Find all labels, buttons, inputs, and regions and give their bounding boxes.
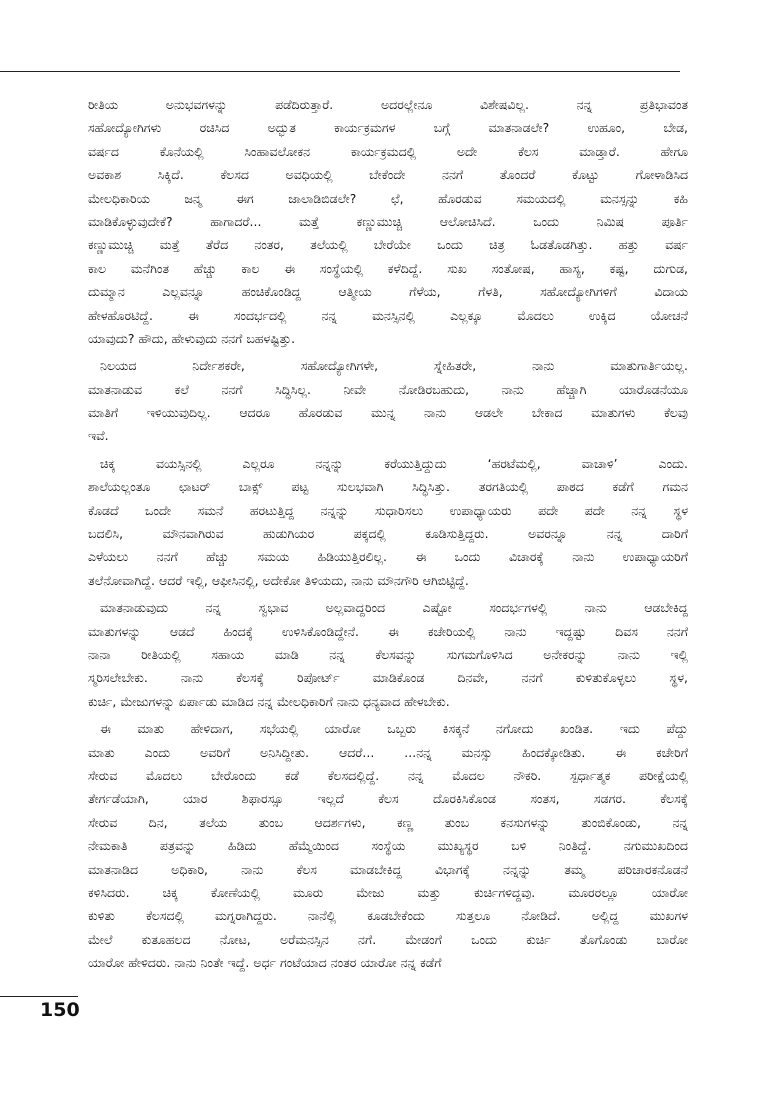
text-line: ಕೊಡದೆ ಒಂದೇ ಸಮನೆ ಹರಟುತ್ತಿದ್ದ ನನ್ನನ್ನು ಸುಧಾರಿಸಲು ಉಪಾಧ್ಯಾಯರು ಪದೇ ಪದೇ ನನ್ನ ಸ್ಥಳ	[88, 502, 688, 518]
text-line: ಸೇರುವ ಮೊದಲು ಬೇರೊಂದು ಕಡೆ ಕೆಲಸದಲ್ಲಿದ್ದೆ. ನನ್ನ ಮೊದಲ ನೌಕರಿ. ಸ್ಪರ್ಧಾತ್ಮಕ ಪರೀಕ್ಷೆಯಲ್ಲಿ	[88, 767, 688, 783]
text-line: ಮಾತು ಎಂದು ಅವರಿಗೆ ಅನಿಸಿದ್ದೀತು. ಆದರೆ... ...ನನ್ನ ಮನಸ್ಸು ಹಿಂದಕ್ಕೋಡಿತು. ಈ ಕಚೇರಿಗೆ	[88, 744, 688, 760]
text-line: ರೀತಿಯ ಅನುಭವಗಳನ್ನು ಪಡೆದಿರುತ್ತಾರೆ. ಅದರಲ್ಲೇನೂ ವಿಶೇಷವಿಲ್ಲ. ನನ್ನ ಪ್ರತಿಭಾವಂತ	[88, 97, 688, 112]
text-line: ಮಾಡಿಕೊಳ್ಳುವುದೇಕೆ? ಹಾಗಾದರೆ... ಮತ್ತೆ ಕಣ್ಣುಮುಚ್ಚಿ ಆಲೋಚಿಸಿದೆ. ಒಂದು ನಿಮಿಷ ಪೂರ್ತಿ	[88, 213, 688, 229]
text-line: ಯಾರೋ ಹೇಳಿದರು. ನಾನು ನಿಂತೇ ಇದ್ದೆ. ಅರ್ಧ ಗಂಟೆಯಾದ ನಂತರ ಯಾರೋ ನನ್ನ ಕಡೆಗೆ	[88, 955, 442, 971]
text-line: ಮೇಲಧಿಕಾರಿಯ ಜನ್ಮ ಈಗ ಜಾಲಾಡಿಬಿಡಲೇ? ಛೆ, ಹೊರಡುವ ಸಮಯದಲ್ಲಿ ಮನಸ್ಸನ್ನು ಕಹಿ	[88, 190, 688, 206]
text-line: ಚಿಕ್ಕ ವಯಸ್ಸಿನಲ್ಲಿ ಎಲ್ಲರೂ ನನ್ನನ್ನು ಕರೆಯುತ್ತಿದ್ದುದು ‘ಹರಟೆಮಲ್ಲಿ, ವಾಚಾಳಿ’ ಎಂದು.	[100, 455, 688, 471]
text-line: ತಲೆನೋವಾಗಿದ್ದೆ. ಆದರೆ ಇಲ್ಲಿ, ಆಫೀಸಿನಲ್ಲಿ, ಅದೇಕೋ ತಿಳಿಯದು, ನಾನು ಮೌನಗೌರಿ ಆಗಿಬಿಟ್ಟಿದ್ದೆ.	[88, 572, 469, 588]
text-line: ಇವೆ.	[88, 428, 109, 444]
text-line: ಮಾತನಾಡುವುದು ನನ್ನ ಸ್ವಭಾವ ಅಲ್ಲವಾದ್ದರಿಂದ ಎಷ್ಟೋ ಸಂದರ್ಭಗಳಲ್ಲಿ ನಾನು ಆಡಬೇಕಿದ್ದ	[100, 600, 688, 616]
text-line: ನಾನಾ ರೀತಿಯಲ್ಲಿ ಸಹಾಯ ಮಾಡಿ ನನ್ನ ಕೆಲಸವನ್ನು ಸುಗಮಗೊಳಿಸಿದ ಅನೇಕರನ್ನು ನಾನು ಇಲ್ಲಿ	[88, 646, 688, 662]
text-line: ಕಾಲ ಮನೆಗಿಂತ ಹೆಚ್ಚು ಕಾಲ ಈ ಸಂಸ್ಥೆಯಲ್ಲಿ ಕಳೆದಿದ್ದೆ. ಸುಖ ಸಂತೋಷ, ಹಾಸ್ಯ, ಕಷ್ಟ, ದುಗುಡ,	[88, 260, 688, 276]
text-line: ದುಮ್ಮಾನ ಎಲ್ಲವನ್ನೂ ಹಂಚಿಕೊಂಡಿದ್ದ ಆತ್ಮೀಯ ಗೆಳೆಯ, ಗೆಳತಿ, ಸಹೋದ್ಯೋಗಿಗಳಿಗೆ ವಿದಾಯ	[88, 284, 688, 300]
body-text	[88, 93, 688, 974]
text-line: ಬದಲಿಸಿ, ಮೌನವಾಗಿರುವ ಹುಡುಗಿಯರ ಪಕ್ಕದಲ್ಲಿ ಕೂಡಿಸುತ್ತಿದ್ದರು. ಅವರನ್ನೂ ನನ್ನ ದಾರಿಗೆ	[88, 526, 688, 542]
paragraph	[88, 596, 688, 713]
text-line: ಯಾವುದು? ಹೌದು, ಹೇಳುವುದು ನನಗೆ ಬಹಳಷ್ಟಿತ್ತು.	[88, 330, 296, 346]
text-line: ಸ್ಮರಿಸಲೇಬೇಕು. ನಾನು ಕೆಲಸಕ್ಕೆ ರಿಪೋರ್ಟ್ ಮಾಡಿಕೊಂಡ ದಿನವೇ, ನನಗೆ ಕುಳಿತುಕೊಳ್ಳಲು ಸ್ಥಳ,	[88, 670, 688, 686]
text-line: ಮಾತನಾಡುವ ಕಲೆ ನನಗೆ ಸಿದ್ಧಿಸಿಲ್ಲ. ನೀವೇ ನೋಡಿರಬಹುದು, ನಾನು ಹೆಚ್ಚಾಗಿ ಯಾರೊಡನೆಯೂ	[88, 381, 688, 397]
text-line: ಮಾತುಗಳನ್ನು ಆಡದೆ ಹಿಂದಕ್ಕೆ ಉಳಿಸಿಕೊಂಡಿದ್ದೇನೆ. ಈ ಕಚೇರಿಯಲ್ಲಿ ನಾನು ಇದ್ದಷ್ಟು ದಿವಸ ನನಗೆ	[88, 623, 688, 639]
text-line: ಸಹೋದ್ಯೋಗಿಗಳು ರಚಿಸಿದ ಅದ್ಭುತ ಕಾರ್ಯಕ್ರಮಗಳ ಬಗ್ಗೆ ಮಾತನಾಡಲೇ? ಉಹೂಂ, ಬೇಡ,	[88, 120, 688, 136]
page-number: 150	[40, 999, 80, 1021]
text-line: ಮಾತನಾಡಿದ ಅಧಿಕಾರಿ, ನಾನು ಕೆಲಸ ಮಾಡಬೇಕಿದ್ದ ವಿಭಾಗಕ್ಕೆ ನನ್ನನ್ನು ತಮ್ಮ ಪರಿಚಾರಕನೊಡನೆ	[88, 861, 688, 877]
text-line: ನೇಮಕಾತಿ ಪತ್ರವನ್ನು ಹಿಡಿದು ಹೆಮ್ಮೆಯಿಂದ ಸಂಸ್ಥೆಯ ಮುಖ್ಯಸ್ಥರ ಬಳಿ ನಿಂತಿದ್ದೆ. ನಗುಮುಖದಿಂದ	[88, 838, 688, 854]
header-rule	[0, 71, 680, 72]
text-line: ಶಾಲೆಯಲ್ಲಂತೂ ಛಾಟರ್ ಬಾಕ್ಸ್ ಪಟ್ಟ ಸುಲಭವಾಗಿ ಸಿದ್ಧಿಸಿತ್ತು. ತರಗತಿಯಲ್ಲಿ ಪಾಠದ ಕಡೆಗೆ ಗಮನ	[88, 479, 688, 495]
text-line: ತೇರ್ಗಡೆಯಾಗಿ, ಯಾರ ಶಿಫಾರಸ್ಸೂ ಇಲ್ಲದೆ ಕೆಲಸ ದೊರಕಿಸಿಕೊಂಡ ಸಂತಸ, ಸಡಗರ. ಕೆಲಸಕ್ಕೆ	[88, 791, 688, 807]
text-line: ಸೇರುವ ದಿನ, ತಲೆಯ ತುಂಬ ಆದರ್ಶಗಳು, ಕಣ್ಣ ತುಂಬ ಕನಸುಗಳನ್ನು ತುಂಬಿಕೊಂಡು, ನನ್ನ	[88, 814, 688, 830]
text-line: ಎಳೆಯಲು ನನಗೆ ಹೆಚ್ಚು ಸಮಯ ಹಿಡಿಯುತ್ತಿರಲಿಲ್ಲ. ಈ ಒಂದು ವಿಚಾರಕ್ಕೆ ನಾನು ಉಪಾಧ್ಯಾಯರಿಗೆ	[88, 549, 688, 565]
text-line: ಅವಕಾಶ ಸಿಕ್ಕಿದೆ. ಕೆಲಸದ ಅವಧಿಯಲ್ಲಿ ಬೇಕೆಂದೇ ನನಗೆ ತೊಂದರೆ ಕೊಟ್ಟು ಗೋಳಾಡಿಸಿದ	[88, 167, 688, 183]
text-line: ಮಾತಿಗೆ ಇಳಿಯುವುದಿಲ್ಲ. ಆದರೂ ಹೊರಡುವ ಮುನ್ನ ನಾನು ಆಡಲೇ ಬೇಕಾದ ಮಾತುಗಳು ಕೆಲವು	[88, 405, 688, 421]
paragraph	[88, 452, 688, 592]
text-line: ಈ ಮಾತು ಹೇಳಿದಾಗ, ಸಭೆಯಲ್ಲಿ ಯಾರೋ ಒಬ್ಬರು ಕಿಸಕ್ಕನೆ ನಗೋದು ಖಂಡಿತ. ಇದು ಪೆದ್ದು	[100, 721, 688, 737]
paragraph	[88, 354, 688, 448]
text-line: ಮೇಲೆ ಕುತೂಹಲದ ನೋಟ, ಅರೆಮನಸ್ಸಿನ ನಗೆ. ಮೇಡಂಗೆ ಒಂದು ಕುರ್ಚಿ ತೊಗೊಂಡು ಬಾರೋ	[88, 931, 688, 947]
text-line: ಕುರ್ಚಿ, ಮೇಜುಗಳನ್ನು ಏರ್ಪಾಡು ಮಾಡಿದ ನನ್ನ ಮೇಲಧಿಕಾರಿಗೆ ನಾನು ಧನ್ಯವಾದ ಹೇಳಬೇಕು.	[88, 693, 450, 709]
text-line: ಕಣ್ಣುಮುಚ್ಚಿ ಮತ್ತೆ ತೆರೆದ ನಂತರ, ತಲೆಯಲ್ಲಿ ಬೇರೆಯೇ ಒಂದು ಚಿತ್ರ ಓಡತೊಡಗಿತ್ತು. ಹತ್ತು ವರ್ಷ	[88, 237, 688, 253]
text-line: ಕಳಿಸಿದರು. ಚಿಕ್ಕ ಕೋಣೆಯಲ್ಲಿ ಮೂರು ಮೇಜು ಮತ್ತು ಕುರ್ಚಿಗಳಿದ್ದವು. ಮೂರರಲ್ಲೂ ಯಾರೋ	[88, 884, 688, 900]
paragraph	[88, 717, 688, 974]
text-line: ಹೇಳಹೊರಟಿದ್ದೆ. ಈ ಸಂದರ್ಭದಲ್ಲಿ ನನ್ನ ಮನಸ್ಸಿನಲ್ಲಿ ಎಲ್ಲಕ್ಕೂ ಮೊದಲು ಉಕ್ಕಿದ ಯೋಚನೆ	[88, 307, 688, 323]
paragraph	[88, 93, 688, 350]
text-line: ಕುಳಿತು ಕೆಲಸದಲ್ಲಿ ಮಗ್ನರಾಗಿದ್ದರು. ನಾನೆಲ್ಲಿ ಕೂಡಬೇಕೆಂದು ಸುತ್ತಲೂ ನೋಡಿದೆ. ಅಲ್ಲಿದ್ದ ಮುಖಗಳ	[88, 908, 688, 924]
text-line: ನಿಲಯದ ನಿರ್ದೇಶಕರೇ, ಸಹೋದ್ಯೋಗಿಗಳೇ, ಸ್ನೇಹಿತರೇ, ನಾನು ಮಾತುಗಾರ್ತಿಯಲ್ಲ.	[100, 358, 688, 374]
text-line: ವರ್ಷದ ಕೊನೆಯಲ್ಲಿ ಸಿಂಹಾವಲೋಕನ ಕಾರ್ಯಕ್ರಮದಲ್ಲಿ ಅದೇ ಕೆಲಸ ಮಾಡ್ತಾರೆ. ಹೇಗೂ	[88, 143, 688, 159]
